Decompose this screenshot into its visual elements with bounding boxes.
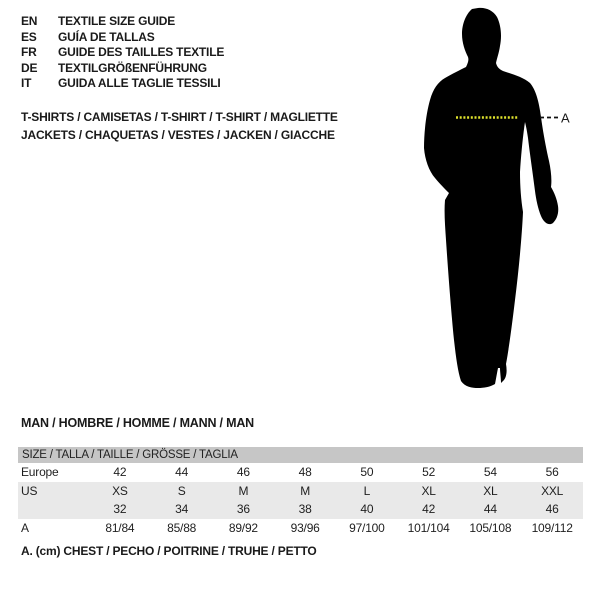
row-label: A <box>21 520 29 535</box>
table-cell: XL <box>421 483 436 498</box>
table-row-chest-a <box>18 519 583 538</box>
table-row-europe <box>18 463 583 482</box>
language-title: GUIDA ALLE TAGLIE TESSILI <box>58 76 221 90</box>
language-row <box>21 14 224 30</box>
table-cell: 105/108 <box>469 520 512 535</box>
language-row <box>21 61 224 77</box>
table-cell: M <box>238 483 249 498</box>
table-cell: 40 <box>360 502 374 517</box>
man-silhouette-figure <box>400 0 600 400</box>
table-cell: L <box>363 483 371 498</box>
row-label: US <box>21 483 38 498</box>
table-cell: 32 <box>113 502 127 517</box>
language-title: GUÍA DE TALLAS <box>58 29 155 44</box>
category-line-jackets: JACKETS / CHAQUETAS / VESTES / JACKEN / GIACCHE <box>21 127 335 142</box>
table-cell: 109/112 <box>531 520 573 535</box>
man-silhouette-shape <box>424 8 558 388</box>
measurement-footnote: A. (cm) CHEST / PECHO / POITRINE / TRUHE / PETTO <box>21 544 317 558</box>
table-cell: 89/92 <box>228 520 258 535</box>
table-cell: 81/84 <box>105 520 135 535</box>
table-cell: 50 <box>360 465 374 480</box>
size-table-header: SIZE / TALLA / TAILLE / GRÖSSE / TAGLIA <box>18 447 583 463</box>
section-title-man: MAN / HOMBRE / HOMME / MANN / MAN <box>21 416 254 430</box>
table-cell: 101/104 <box>407 520 450 535</box>
table-cell: 38 <box>298 502 312 517</box>
language-title: GUIDE DES TAILLES TEXTILE <box>58 45 225 59</box>
language-code: ES <box>21 29 37 44</box>
table-cell: 42 <box>113 465 127 480</box>
category-line-tshirts: T-SHIRTS / CAMISETAS / T-SHIRT / T-SHIRT / MAGLIETTE <box>21 110 338 124</box>
size-table <box>18 447 583 537</box>
language-list <box>21 14 224 92</box>
table-cell: XS <box>112 483 128 498</box>
table-cell: 44 <box>483 502 497 517</box>
table-cell: XXL <box>541 483 564 498</box>
table-cell: 46 <box>545 502 559 517</box>
language-title: TEXTILE SIZE GUIDE <box>58 14 176 28</box>
language-code: FR <box>21 45 37 59</box>
row-label: Europe <box>21 465 59 480</box>
table-row-numeric <box>18 500 583 519</box>
table-cell: 36 <box>236 502 250 517</box>
language-row <box>21 45 224 61</box>
table-cell: 46 <box>236 465 250 480</box>
table-cell: 48 <box>298 465 312 480</box>
language-title: TEXTILGRÖßENFÜHRUNG <box>58 60 207 75</box>
language-row <box>21 76 224 92</box>
table-cell: M <box>300 483 311 498</box>
garment-categories <box>21 109 338 144</box>
table-cell: XL <box>483 483 498 498</box>
table-cell: S <box>177 483 186 498</box>
language-code: IT <box>21 76 32 90</box>
table-cell: 52 <box>422 465 436 480</box>
language-code: EN <box>21 14 38 28</box>
table-cell: 97/100 <box>349 520 385 535</box>
measure-label-a: A <box>561 110 570 126</box>
table-row-us <box>18 482 583 501</box>
language-row <box>21 30 224 46</box>
table-cell: 54 <box>483 465 497 480</box>
table-cell: 56 <box>545 465 559 480</box>
table-cell: 44 <box>175 465 189 480</box>
table-cell: 85/88 <box>167 520 197 535</box>
language-code: DE <box>21 60 38 75</box>
table-cell: 42 <box>422 502 436 517</box>
table-cell: 34 <box>175 502 189 517</box>
table-cell: 93/96 <box>290 520 320 535</box>
